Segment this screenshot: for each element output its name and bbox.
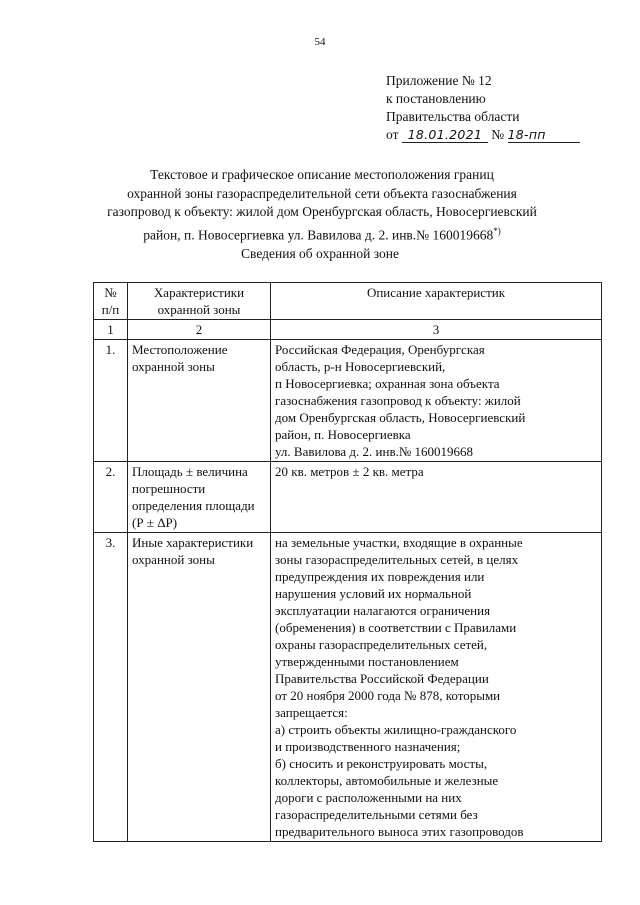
column-number: 3 (271, 320, 602, 340)
table-row (94, 462, 602, 533)
document-title (80, 166, 564, 245)
column-number: 2 (128, 320, 271, 340)
row-description: Российская Федерация, Оренбургская область, р-н Новосергиевский, п Новосергиевка; охранная зона объекта газоснабжения газопровод к объекту: жилой дом Оренбургская область, Новосергиевский район, п. Новосергиевка ул. Вавилова д. 2. инв.№ 160019668 (271, 340, 602, 462)
appendix-block (386, 72, 580, 144)
header-description: Описание характеристик (271, 283, 602, 320)
title-line: охранной зоны газораспределительной сети объекта газоснабжения (127, 185, 517, 201)
title-line: газопровод к объекту: жилой дом Оренбургская область, Новосергиевский (107, 204, 537, 219)
zone-table (93, 282, 602, 842)
row-number: 3. (94, 533, 128, 842)
table-row (94, 533, 602, 842)
header-number: № п/п (94, 283, 128, 320)
page-number: 54 (314, 36, 326, 48)
footnote-mark: *) (493, 225, 501, 236)
title-line (80, 222, 564, 245)
table-header-row (94, 283, 602, 320)
title-line: Текстовое и графическое описание местоположения границ (150, 167, 494, 182)
column-number-row (94, 320, 602, 340)
header-characteristics: Характеристики охранной зоны (128, 283, 271, 320)
handwritten-date: 18.01.2021 (402, 128, 488, 143)
row-name: Местоположение охранной зоны (128, 340, 271, 462)
row-name: Площадь ± величина погрешности определения площади (Р ± ΔР) (128, 462, 271, 533)
column-number: 1 (94, 320, 128, 340)
appendix-date-line (386, 126, 580, 144)
row-description: на земельные участки, входящие в охранные зоны газораспределительных сетей, в целях предупреждения их повреждения или нарушения условий их нормальной эксплуатации налагаются ограничения (обременения) в соответствии с Правилами охраны газораспределительных сетей, утвержденными постановлением Правительства Российской Федерации от 20 ноября 2000 года № 878, которыми запрещается: а) строить объекты жилищно-гражданского и производственного назначения; б) сносить и реконструировать мосты, коллекторы, автомобильные и железные дороги с расположенными на них газораспределительными сетями без предварительного выноса этих газопроводов (271, 533, 602, 842)
handwritten-number: 18-пп (508, 128, 580, 143)
from-label: от (386, 127, 399, 142)
title-line-text: район, п. Новосергиевка ул. Вавилова д. 2. инв.№ 160019668 (143, 227, 494, 242)
appendix-authority: Правительства области (386, 109, 520, 124)
appendix-title: Приложение № 12 (386, 73, 492, 88)
row-number: 1. (94, 340, 128, 462)
row-name: Иные характеристики охранной зоны (128, 533, 271, 842)
number-label: № (491, 127, 505, 142)
table-row (94, 340, 602, 462)
appendix-ref: к постановлению (386, 91, 486, 106)
section-subtitle: Сведения об охранной зоне (241, 246, 399, 261)
row-description: 20 кв. метров ± 2 кв. метра (271, 462, 602, 533)
row-number: 2. (94, 462, 128, 533)
